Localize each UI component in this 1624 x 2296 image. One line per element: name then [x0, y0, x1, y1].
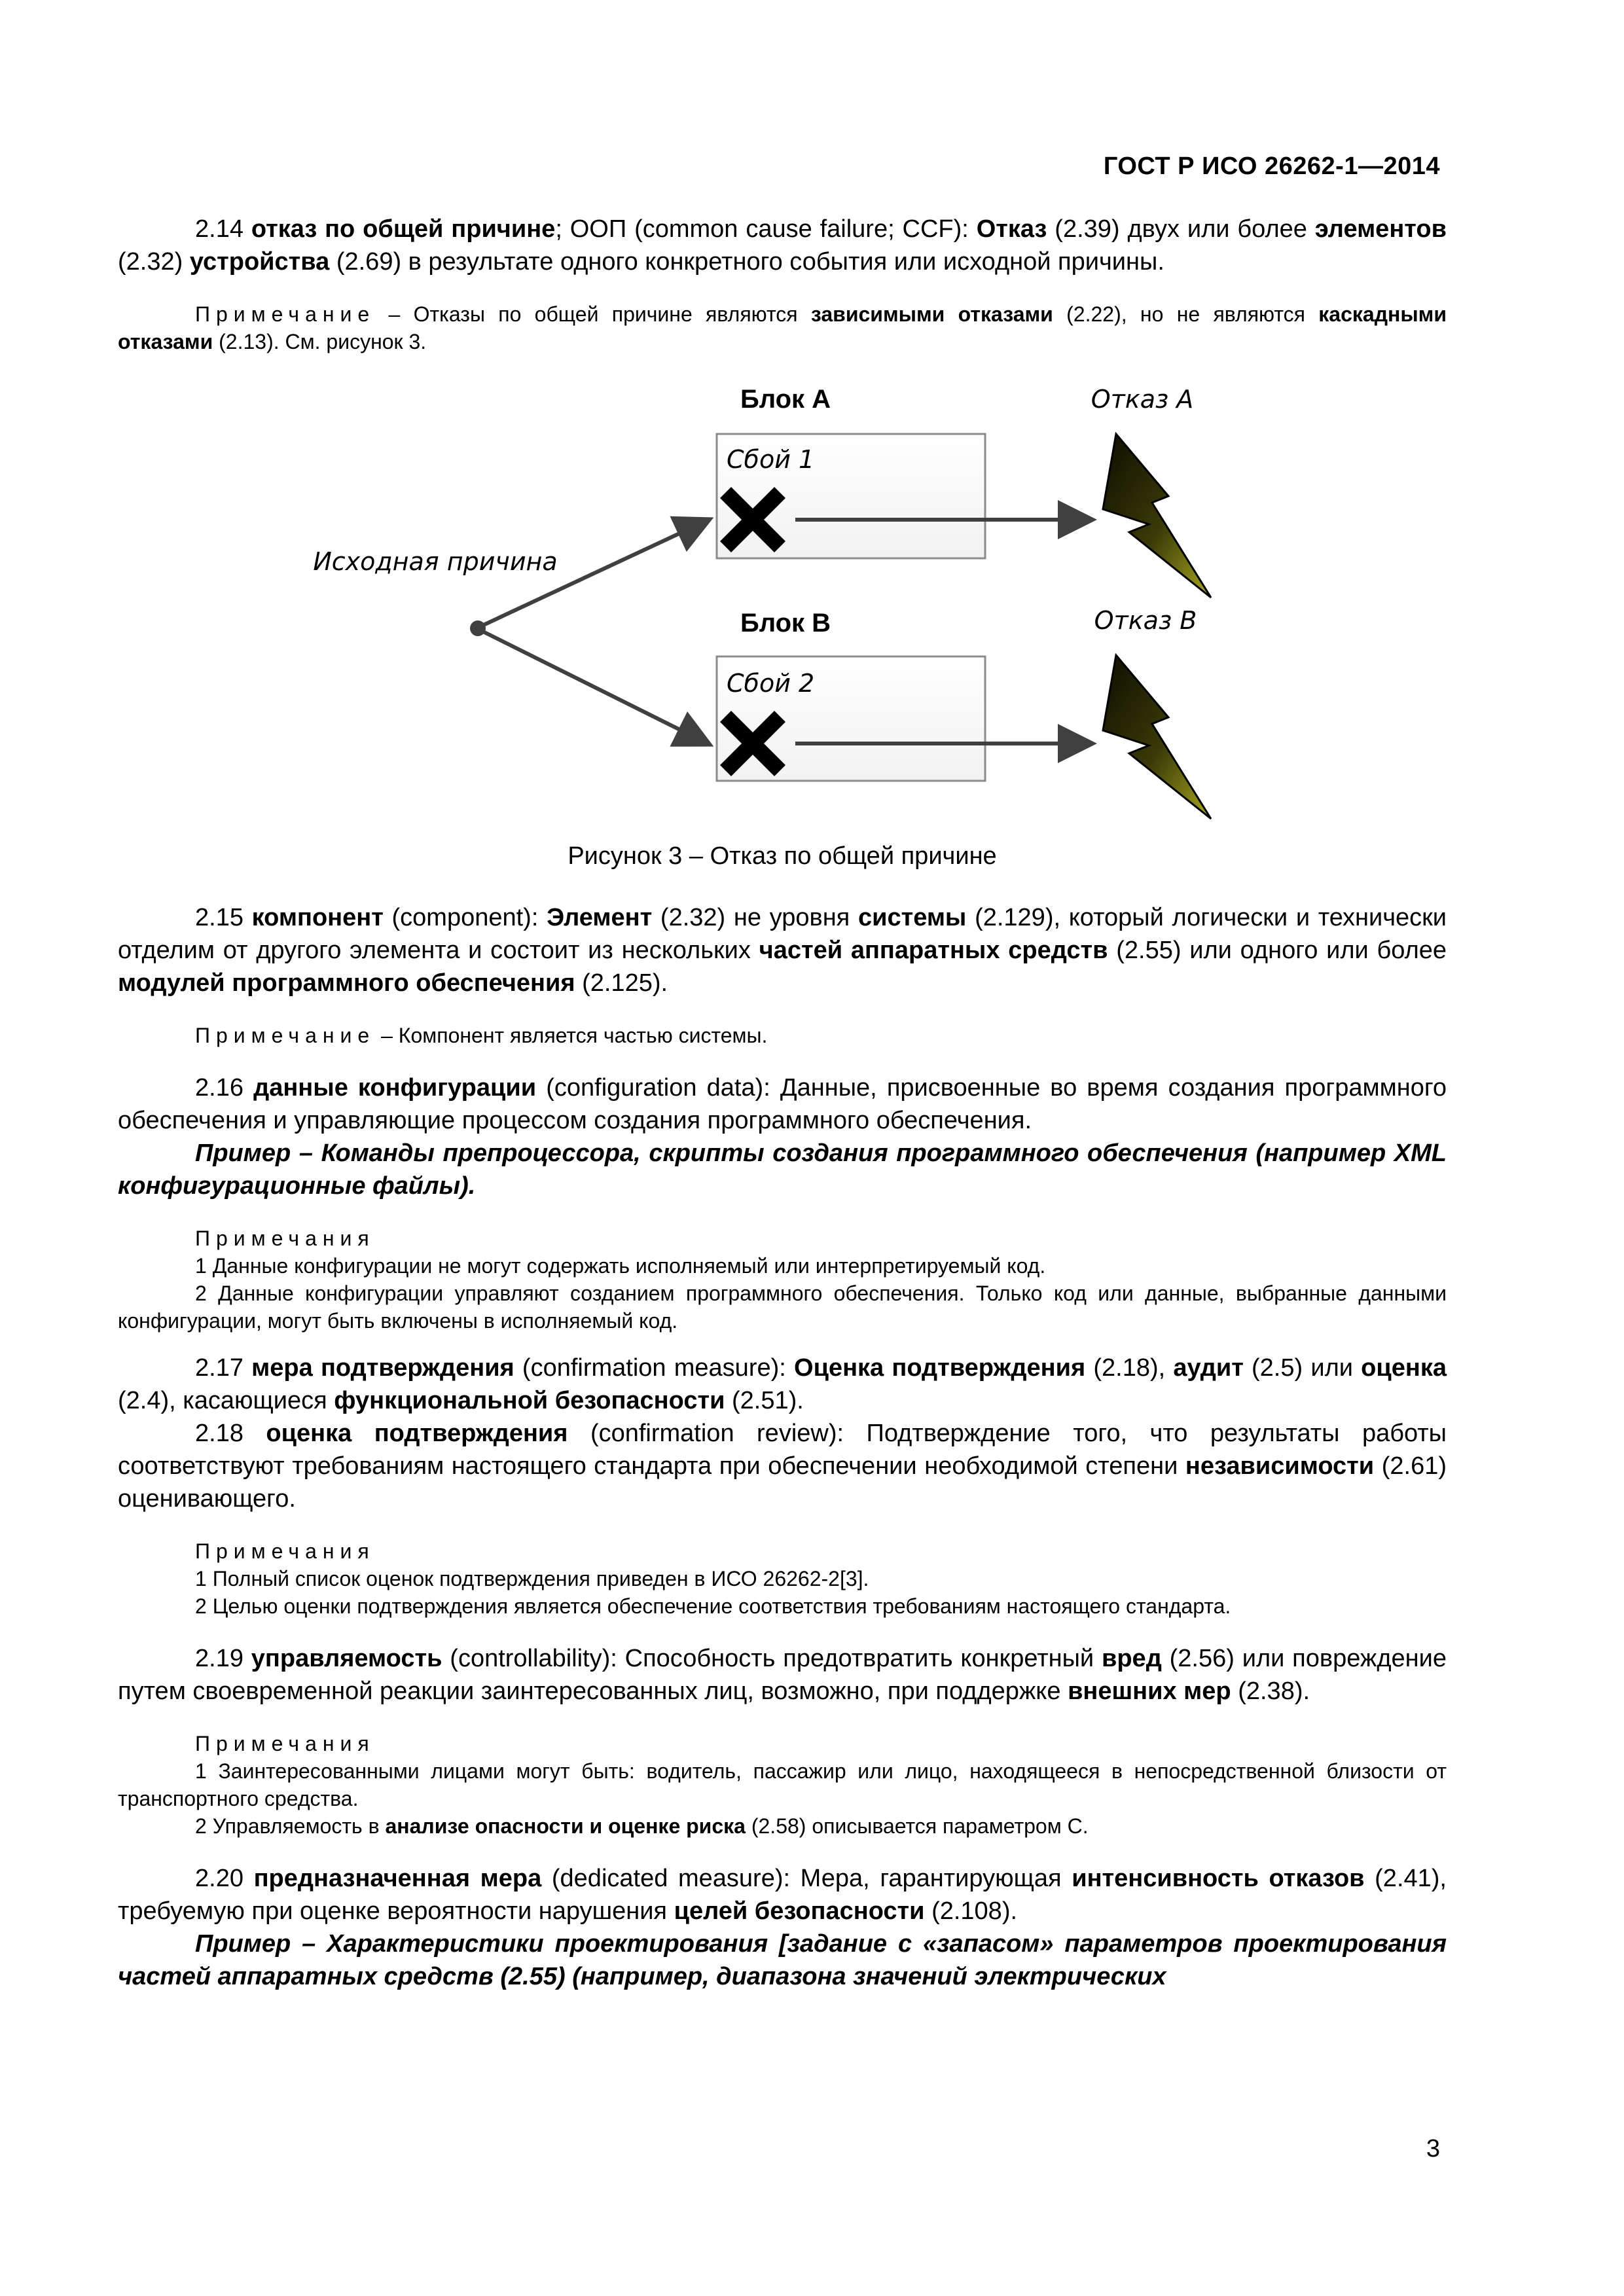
note-2-16-2: 2 Данные конфигурации управляют созданием программного обеспечения. Только код или данные, выбранные данными конфигурации, могут быть включены в исполняемый код.: [118, 1282, 1447, 1333]
example-2-16: Пример – Команды препроцессора, скрипты создания программного обеспечения (например XML конфигурационные файлы).: [118, 1139, 1447, 1200]
text-run: (2.58) описывается параметром С.: [745, 1814, 1089, 1838]
term-reference: анализе опасности и оценке риска: [385, 1814, 746, 1838]
block-b-label: Блок В: [740, 609, 831, 637]
figure-caption: Рисунок 3 – Отказ по общей причине: [568, 842, 997, 870]
fault-2-label: Сбой 2: [727, 669, 815, 698]
term-reference: независимости: [1185, 1452, 1375, 1480]
term-2-14: [118, 213, 1447, 278]
notes-label: Примечания: [195, 1227, 375, 1250]
term-number: 2.19: [195, 1645, 251, 1672]
term-number: 2.20: [195, 1865, 254, 1892]
term-name: отказ по общей причине: [251, 215, 556, 243]
notes-label-2-19: [118, 1730, 1447, 1757]
notes-label: Примечания: [195, 1539, 375, 1563]
text-run: (dedicated measure): Мера, гарантирующая: [541, 1865, 1072, 1892]
text-run: (2.61) оценивающего.: [118, 1452, 1447, 1513]
term-reference: Элемент: [547, 904, 653, 931]
note-2-19-1: 1 Заинтересованными лицами могут быть: водитель, пассажир или лицо, находящееся в непосредственной близости от транспортного средства.: [118, 1759, 1447, 1810]
term-reference: системы: [857, 904, 967, 931]
term-number: 2.17: [195, 1354, 252, 1382]
failure-b-label: Отказ В: [1094, 606, 1197, 635]
term-reference: оценка: [1361, 1354, 1447, 1382]
text-run: (2.18),: [1085, 1354, 1174, 1382]
text-run: (2.38).: [1231, 1677, 1310, 1705]
term-name: предназначенная мера: [253, 1865, 542, 1892]
term-name: компонент: [251, 904, 384, 931]
text-run: (2.5) или: [1243, 1354, 1362, 1382]
term-name: управляемость: [251, 1645, 442, 1672]
term-2-20: [118, 1862, 1447, 1928]
text-run: (2.22), но не являются: [1053, 302, 1319, 326]
term-reference: Оценка подтверждения: [794, 1354, 1086, 1382]
term-reference: интенсивность отказов: [1072, 1865, 1365, 1892]
text-run: (2.13). См. рисунок 3.: [213, 330, 427, 353]
notes-label: Примечания: [195, 1732, 375, 1755]
text-run: ; ООП (common cause failure; CCF):: [555, 215, 977, 243]
text-run: (2.41), требуемую при оценке вероятности нарушения: [118, 1865, 1447, 1925]
term-reference: зависимыми отказами: [810, 302, 1053, 326]
note-2-19-2: [118, 1812, 1447, 1840]
failure-a-label: Отказ А: [1091, 385, 1194, 414]
text-run: (component):: [383, 904, 547, 931]
text-run: (2.32): [118, 248, 190, 276]
notes-label-2-16: [118, 1225, 1447, 1252]
page-content: [118, 213, 1447, 1993]
standard-header: ГОСТ Р ИСО 26262-1—2014: [1103, 152, 1440, 180]
text-run: – Компонент является частью системы.: [375, 1024, 768, 1047]
text-run: (confirmation review): Подтверждение того, что результаты работы соответствуют требованиям настоящего стандарта при обеспечении необходимой степени: [118, 1420, 1447, 1480]
text-run: (2.129), который логически и технически отделим от другого элемента и состоит из нескольких: [118, 904, 1447, 964]
note-2-14: [118, 300, 1447, 355]
term-reference: элементов: [1314, 215, 1447, 243]
note-label: Примечание: [195, 1024, 376, 1047]
text-run: 2 Управляемость в: [195, 1814, 386, 1838]
term-name: оценка подтверждения: [266, 1420, 568, 1447]
block-a-label: Блок А: [740, 385, 831, 414]
term-reference: устройства: [189, 248, 330, 276]
arrow-to-block-b: [479, 630, 710, 745]
term-name: мера подтверждения: [251, 1354, 514, 1382]
term-2-19: [118, 1642, 1447, 1708]
text-run: (2.56) или повреждение путем своевременной реакции заинтересованных лиц, возможно, при поддержке: [118, 1645, 1447, 1705]
term-number: 2.15: [195, 904, 252, 931]
term-reference: Отказ: [976, 215, 1047, 243]
notes-label-2-18: [118, 1537, 1447, 1565]
term-reference: функциональной безопасности: [334, 1387, 725, 1414]
term-2-16: [118, 1071, 1447, 1137]
figure-diagram: [118, 368, 1447, 840]
text-run: – Отказы по общей причине являются: [375, 302, 811, 326]
text-run: (configuration data): Данные, присвоенные во время создания программного обеспечения и управляющие процессом создания программного обеспечения.: [118, 1074, 1447, 1134]
text-run: (2.55) или одного или более: [1108, 937, 1447, 964]
note-2-16-1: 1 Данные конфигурации не могут содержать исполняемый или интерпретируемый код.: [195, 1254, 1046, 1278]
note-2-18-1: 1 Полный список оценок подтверждения приведен в ИСО 26262-2[3].: [195, 1567, 869, 1590]
page-number: 3: [1426, 2135, 1440, 2162]
text-run: (2.125).: [575, 969, 668, 997]
text-run: (2.4), касающиеся: [118, 1387, 334, 1414]
term-reference: аудит: [1173, 1354, 1244, 1382]
figure-common-cause-failure: [118, 368, 1447, 840]
text-run: (2.69) в результате одного конкретного события или исходной причины.: [329, 248, 1164, 276]
term-number: 2.16: [195, 1074, 254, 1102]
term-reference: каскадными отказами: [118, 302, 1447, 353]
note-label: Примечание: [195, 302, 376, 326]
term-2-15: [118, 901, 1447, 999]
text-run: (2.32) не уровня: [652, 904, 858, 931]
text-run: (confirmation measure):: [514, 1354, 795, 1382]
root-cause-label: Исходная причина: [313, 547, 558, 576]
term-name: данные конфигурации: [253, 1074, 537, 1102]
failure-b-lightning-icon: [1103, 655, 1211, 819]
term-reference: модулей программного обеспечения: [118, 969, 575, 997]
term-reference: частей аппаратных средств: [759, 937, 1108, 964]
term-reference: целей безопасности: [674, 1897, 925, 1925]
text-run: (2.108).: [924, 1897, 1018, 1925]
term-2-17: [118, 1352, 1447, 1417]
text-run: (controllability): Способность предотвратить конкретный: [442, 1645, 1102, 1672]
note-2-18-2: 2 Целью оценки подтверждения является обеспечение соответствия требованиям настоящего стандарта.: [195, 1594, 1231, 1618]
failure-a-lightning-icon: [1103, 434, 1211, 598]
example-2-20: Пример – Характеристики проектирования [задание с «запасом» параметров проектирования частей аппаратных средств (2.55) (например, диапазона значений электрических: [118, 1930, 1447, 1990]
term-reference: вред: [1101, 1645, 1162, 1672]
term-reference: внешних мер: [1068, 1677, 1231, 1705]
term-2-18: [118, 1417, 1447, 1515]
fault-1-label: Сбой 1: [727, 445, 815, 474]
term-number: 2.18: [195, 1420, 266, 1447]
text-run: (2.39) двух или более: [1047, 215, 1315, 243]
note-2-15: [118, 1022, 1447, 1049]
text-run: (2.51).: [725, 1387, 804, 1414]
term-number: 2.14: [195, 215, 251, 243]
